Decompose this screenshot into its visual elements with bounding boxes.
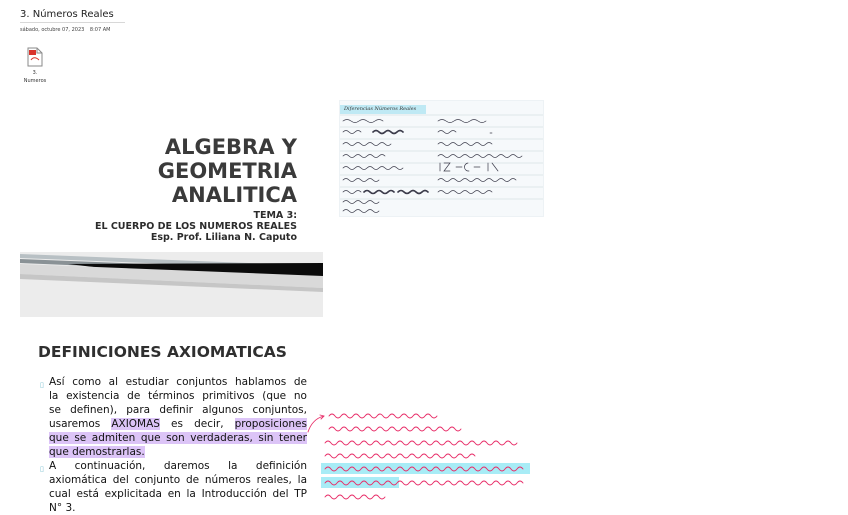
handwritten-note-image (307, 405, 542, 510)
highlight-axiomas: AXIOMAS (111, 418, 160, 430)
pdf-attachment[interactable] (20, 47, 50, 85)
attachment-label-line1: 3. (32, 70, 38, 76)
bullet1-line5-wrap (40, 431, 307, 445)
bullet-icon: ▯ (40, 465, 44, 473)
bullet1-line6: que demostrarlas. (49, 446, 145, 458)
bullet2-line3: cual está explicitada en la Introducción del TP (49, 488, 307, 500)
bullet1-line2: la existencia de términos primitivos (que no (49, 390, 307, 402)
attachment-label (20, 69, 50, 85)
slide-title-line1: ALGEBRA Y (164, 135, 297, 159)
page-title[interactable]: 3. Números Reales (20, 9, 125, 23)
bullet1-line5: que se admiten que son verdaderas, sin tener (49, 432, 307, 444)
bullet1-line3: se definen), para definir algunos conjuntos, (49, 404, 307, 416)
bullet1-line4 (40, 417, 307, 431)
bullet1-line4-mid: es decir, (159, 418, 235, 430)
handwriting-strokes (340, 101, 543, 216)
highlight-proposiciones: proposiciones (234, 418, 307, 430)
handwritten-table-header: Diferencias Números Reales (344, 106, 417, 112)
bullet1-line6-wrap (40, 445, 307, 459)
attachment-label-line2: Numeros (23, 78, 47, 84)
slide-title-line2: GEOMETRIA (157, 159, 297, 183)
bullet1-line4-pre: usaremos (49, 418, 112, 430)
bullet2-line1: A continuación, daremos la definición (49, 460, 307, 472)
title-slide (20, 131, 323, 317)
page-date (20, 27, 114, 33)
bullet-icon: ▯ (40, 381, 44, 389)
slide-tema: TEMA 3: (253, 210, 297, 221)
bullet-paragraph-2 (40, 459, 307, 515)
slide-author: Esp. Prof. Liliana N. Caputo (150, 232, 297, 243)
slide-subtitle-text: EL CUERPO DE LOS NUMEROS REALES (94, 221, 297, 232)
pdf-file-icon (27, 47, 43, 67)
page-date-text: sábado, octubre 07, 2023 (20, 27, 85, 33)
bullet-paragraph-1 (40, 375, 307, 459)
slide2-heading: DEFINICIONES AXIOMATICAS (38, 343, 287, 361)
bullet2-line2: axiomática del conjunto de números reales, la (49, 474, 307, 486)
bullet2-line4: N° 3. (49, 502, 76, 514)
slide-subtitle (95, 210, 297, 243)
page-time-text: 8:07 AM (89, 27, 111, 33)
bullet1-line1: Así como al estudiar conjuntos hablamos de (49, 376, 307, 388)
handwritten-table-image (339, 100, 544, 217)
slide-decorative-bands (20, 252, 323, 317)
slide-title-line3: ANALITICA (171, 183, 297, 207)
slide-title (158, 135, 297, 207)
